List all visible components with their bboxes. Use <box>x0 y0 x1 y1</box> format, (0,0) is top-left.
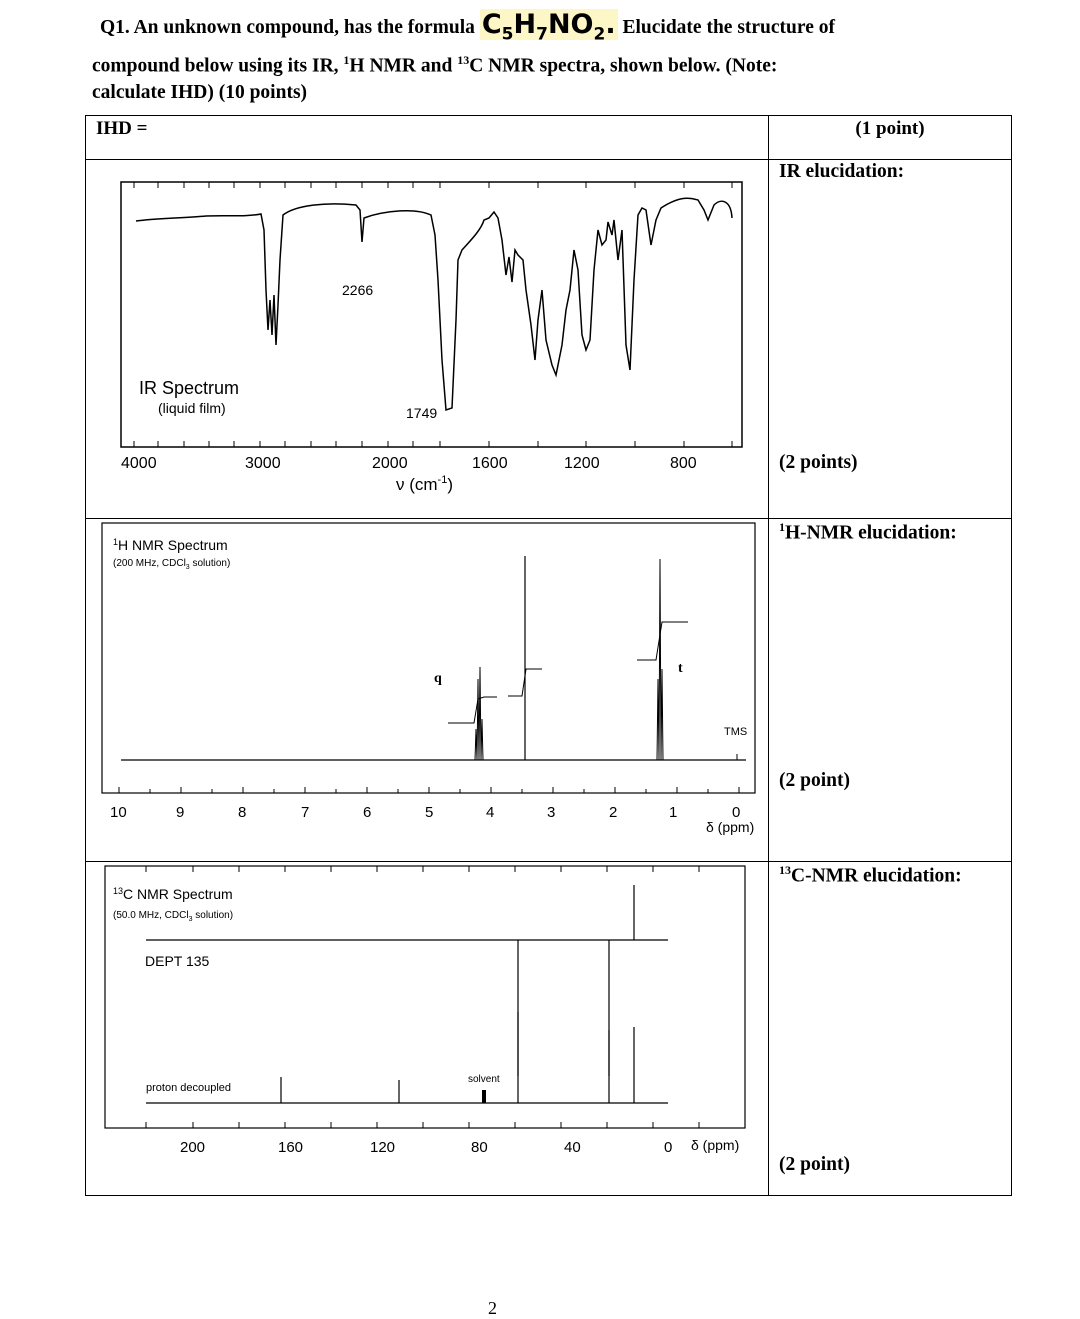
ihd-label: IHD = <box>96 118 148 139</box>
h-nmr-x-tick: 5 <box>425 804 434 821</box>
dept-label: DEPT 135 <box>145 953 210 969</box>
c-nmr-spectrum <box>86 862 768 1195</box>
h-nmr-multiplicity-t: t <box>678 661 683 676</box>
ir-spectrum-title: IR Spectrum <box>139 378 240 398</box>
c-nmr-spectrum-subtitle: (50.0 MHz, CDCl$_3$ solution) <box>113 910 234 923</box>
c-nmr-points: (2 point) <box>779 1154 850 1175</box>
h-nmr-spectrum-subtitle: (200 MHz, CDCl$_3$ solution) <box>113 558 231 571</box>
h-nmr-quartet-peak <box>475 667 483 760</box>
h-nmr-triplet-peak <box>657 559 663 760</box>
h-nmr-x-tick: 6 <box>363 804 372 821</box>
c-nmr-spectrum-cell <box>86 862 769 1196</box>
ir-x-axis-label: ν $(cm^{-1})$ <box>396 474 453 494</box>
ir-x-tick: 3000 <box>245 455 281 472</box>
h-nmr-spectrum-cell <box>86 519 769 862</box>
h-nmr-x-tick: 8 <box>238 804 247 821</box>
c-nmr-x-tick: 160 <box>278 1139 304 1156</box>
h-nmr-answer-cell[interactable] <box>769 519 1012 862</box>
c-nmr-answer-cell[interactable] <box>769 862 1012 1196</box>
c-nmr-x-unit: δ (ppm) <box>691 1137 740 1153</box>
c-nmr-x-tick: 200 <box>180 1139 206 1156</box>
ir-spectrum-subtitle: (liquid film) <box>158 400 226 416</box>
h-nmr-integral <box>637 622 688 660</box>
answer-table <box>85 115 1012 1196</box>
h-nmr-x-tick: 1 <box>669 804 678 821</box>
h-nmr-x-tick: 3 <box>547 804 556 821</box>
h-nmr-x-tick: 2 <box>609 804 618 821</box>
ir-spectrum-cell <box>86 160 769 519</box>
c-nmr-x-tick: 80 <box>471 1139 488 1156</box>
h-nmr-integral <box>448 697 497 723</box>
ihd-cell[interactable] <box>86 116 769 160</box>
h-nmr-x-tick: 7 <box>301 804 310 821</box>
c-nmr-spectrum-title: $^{13}$C NMR Spectrum <box>113 886 233 902</box>
ir-answer-cell[interactable] <box>769 160 1012 519</box>
solvent-peak <box>482 1090 486 1103</box>
ir-x-tick: 2000 <box>372 455 408 472</box>
molecular-formula: $C_5H_7NO_2$. <box>481 9 616 45</box>
h-nmr-x-tick: 0 <box>732 804 741 821</box>
tms-label: TMS <box>724 726 748 738</box>
h-nmr-multiplicity-q: q <box>434 671 442 686</box>
ir-peak-label: 1749 <box>406 405 438 421</box>
h-nmr-points: (2 point) <box>779 770 850 791</box>
ir-spectrum <box>86 160 768 518</box>
question-line-2: compound below using its IR, $^1$H NMR and $^{13}$C NMR spectra, shown below. (Note: <box>92 53 778 77</box>
question-suffix: Elucidate the structure of <box>622 17 835 38</box>
c-nmr-elucidation-title: $^{13}$C-NMR elucidation: <box>779 863 962 887</box>
ir-x-tick: 4000 <box>121 455 157 472</box>
h-nmr-x-tick: 4 <box>486 804 495 821</box>
c-nmr-x-tick: 120 <box>370 1139 396 1156</box>
question-text <box>92 9 992 106</box>
page-number: 2 <box>488 1298 497 1318</box>
h-nmr-elucidation-title: $^1$H-NMR elucidation: <box>779 520 957 544</box>
c-nmr-x-tick: 0 <box>664 1139 673 1156</box>
ir-x-tick: 800 <box>670 455 697 472</box>
question-line-1 <box>92 9 992 47</box>
ir-elucidation-title: IR elucidation: <box>779 161 905 182</box>
question-line-3: calculate IHD) (10 points) <box>92 81 308 103</box>
solvent-label: solvent <box>468 1074 500 1085</box>
ir-x-tick: 1200 <box>564 455 600 472</box>
h-nmr-x-unit: δ (ppm) <box>706 819 755 835</box>
question-prefix: Q1. An unknown compound, has the formula <box>100 17 480 38</box>
ir-x-tick: 1600 <box>472 455 508 472</box>
decoupled-label: proton decoupled <box>146 1082 232 1094</box>
ir-points: (2 points) <box>779 452 858 473</box>
h-nmr-x-tick: 9 <box>176 804 185 821</box>
ihd-points: (1 point) <box>769 116 1012 160</box>
h-nmr-spectrum-title: $^1$H NMR Spectrum <box>113 537 228 553</box>
c-nmr-x-tick: 40 <box>564 1139 581 1156</box>
ir-peak-label: 2266 <box>342 282 374 298</box>
h-nmr-spectrum <box>86 519 768 861</box>
h-nmr-x-tick: 10 <box>110 804 127 821</box>
